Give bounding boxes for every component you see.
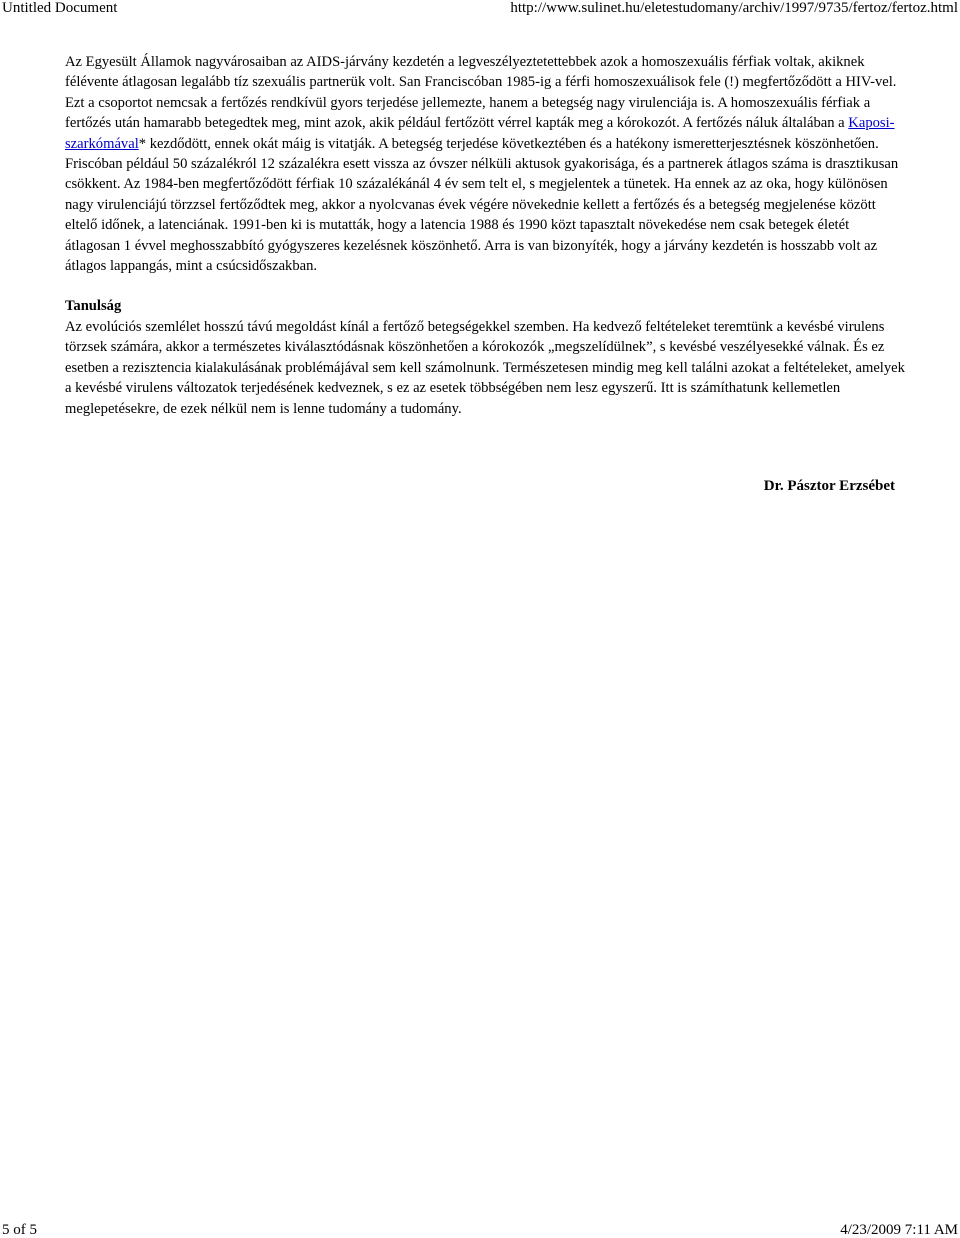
section-heading: Tanulság [65, 298, 122, 315]
paragraph-text-before-link: Az Egyesült Államok nagyvárosaiban az AIDS-járvány kezdetén a legveszélyeztetettebbek azok a homoszexuális férfiak voltak, akiknek félévente átlagosan legalább tíz szexuális partnerük volt. San Franciscóban 1985-ig a férfi homoszexuálisok fele (!) megfertőződött a HIV-vel. Ezt a csoportot nemcsak a fertőzés rendkívül gyors terjedése jellemezte, hanem a betegség nagy virulenciája is. A homoszexuális férfiak a fertőzés után hamarabb betegedtek meg, mint azok, akik például fertőzött vérrel kapták meg a kórokozót. A fertőzés náluk általában a [65, 54, 897, 132]
page-number: 5 of 5 [2, 1222, 37, 1238]
paragraph-text-after-link: * kezdődött, ennek okát máig is vitatják. A betegség terjedése következtében és a hatékony ismeretterjesztésnek köszönhetően. Friscóban például 50 százalékról 12 százalékra esett vissza az óvszer nélküli aktusok gyakorisága, és a partnerek átlagos száma is drasztikusan csökkent. Az 1984-ben megfertőződött férfiak 10 százalékánál 4 év sem telt el, s megjelentek a tünetek. Ha ennek az az oka, hogy különösen nagy virulenciájú törzzsel fertőződtek meg, akkor a nyolcvanas évek végére növekednie kellett a fertőzés és a betegség megjelenése között eltelő időnek, a latenciának. 1991-ben ki is mutatták, hogy a latencia 1988 és 1990 közt tapasztalt növekedése nem csak betegek életét átlagosan 1 évvel meghosszabbító gyógyszeres kezelésnek köszönhető. Arra is van bizonyíték, hogy a járvány kezdetén is hosszabb volt az átlagos lappangás, mint a csúcsidőszakban. [65, 135, 899, 275]
paragraph-conclusion: Az evolúciós szemlélet hosszú távú megoldást kínál a fertőző betegségekkel szemben. Ha kedvező feltételeket teremtünk a kevésbé virulens törzsek számára, akkor a természetes kiválasztódásnak köszönhetően a kórokozók „megszelídülnek”, s kevésbé veszélyesekké válnak. És ez esetben a rezisztencia kialakulásának problémájával sem kell számolnunk. Természetesen mindig meg kell találni azokat a feltételeket, amelyek a kevésbé virulens változatok terjedésének kedveznek, s ez az esetek többségében nem lesz egyszerű. Itt is számíthatunk kellemetlen meglepetésekre, de ezek nélkül nem is lenne tudomány a tudomány. [65, 318, 905, 417]
page-url: http://www.sulinet.hu/eletestudomany/archiv/1997/9735/fertoz/fertoz.html [510, 0, 958, 16]
document-title: Untitled Document [2, 0, 118, 16]
print-datetime: 4/23/2009 7:11 AM [840, 1222, 958, 1238]
paragraph-aids-epidemic [65, 52, 905, 276]
kaposi-sarcoma-link[interactable]: Kaposi-szarkómával [65, 115, 895, 152]
article-body [65, 52, 905, 419]
author-signature: Dr. Pásztor Erzsébet [763, 478, 895, 494]
